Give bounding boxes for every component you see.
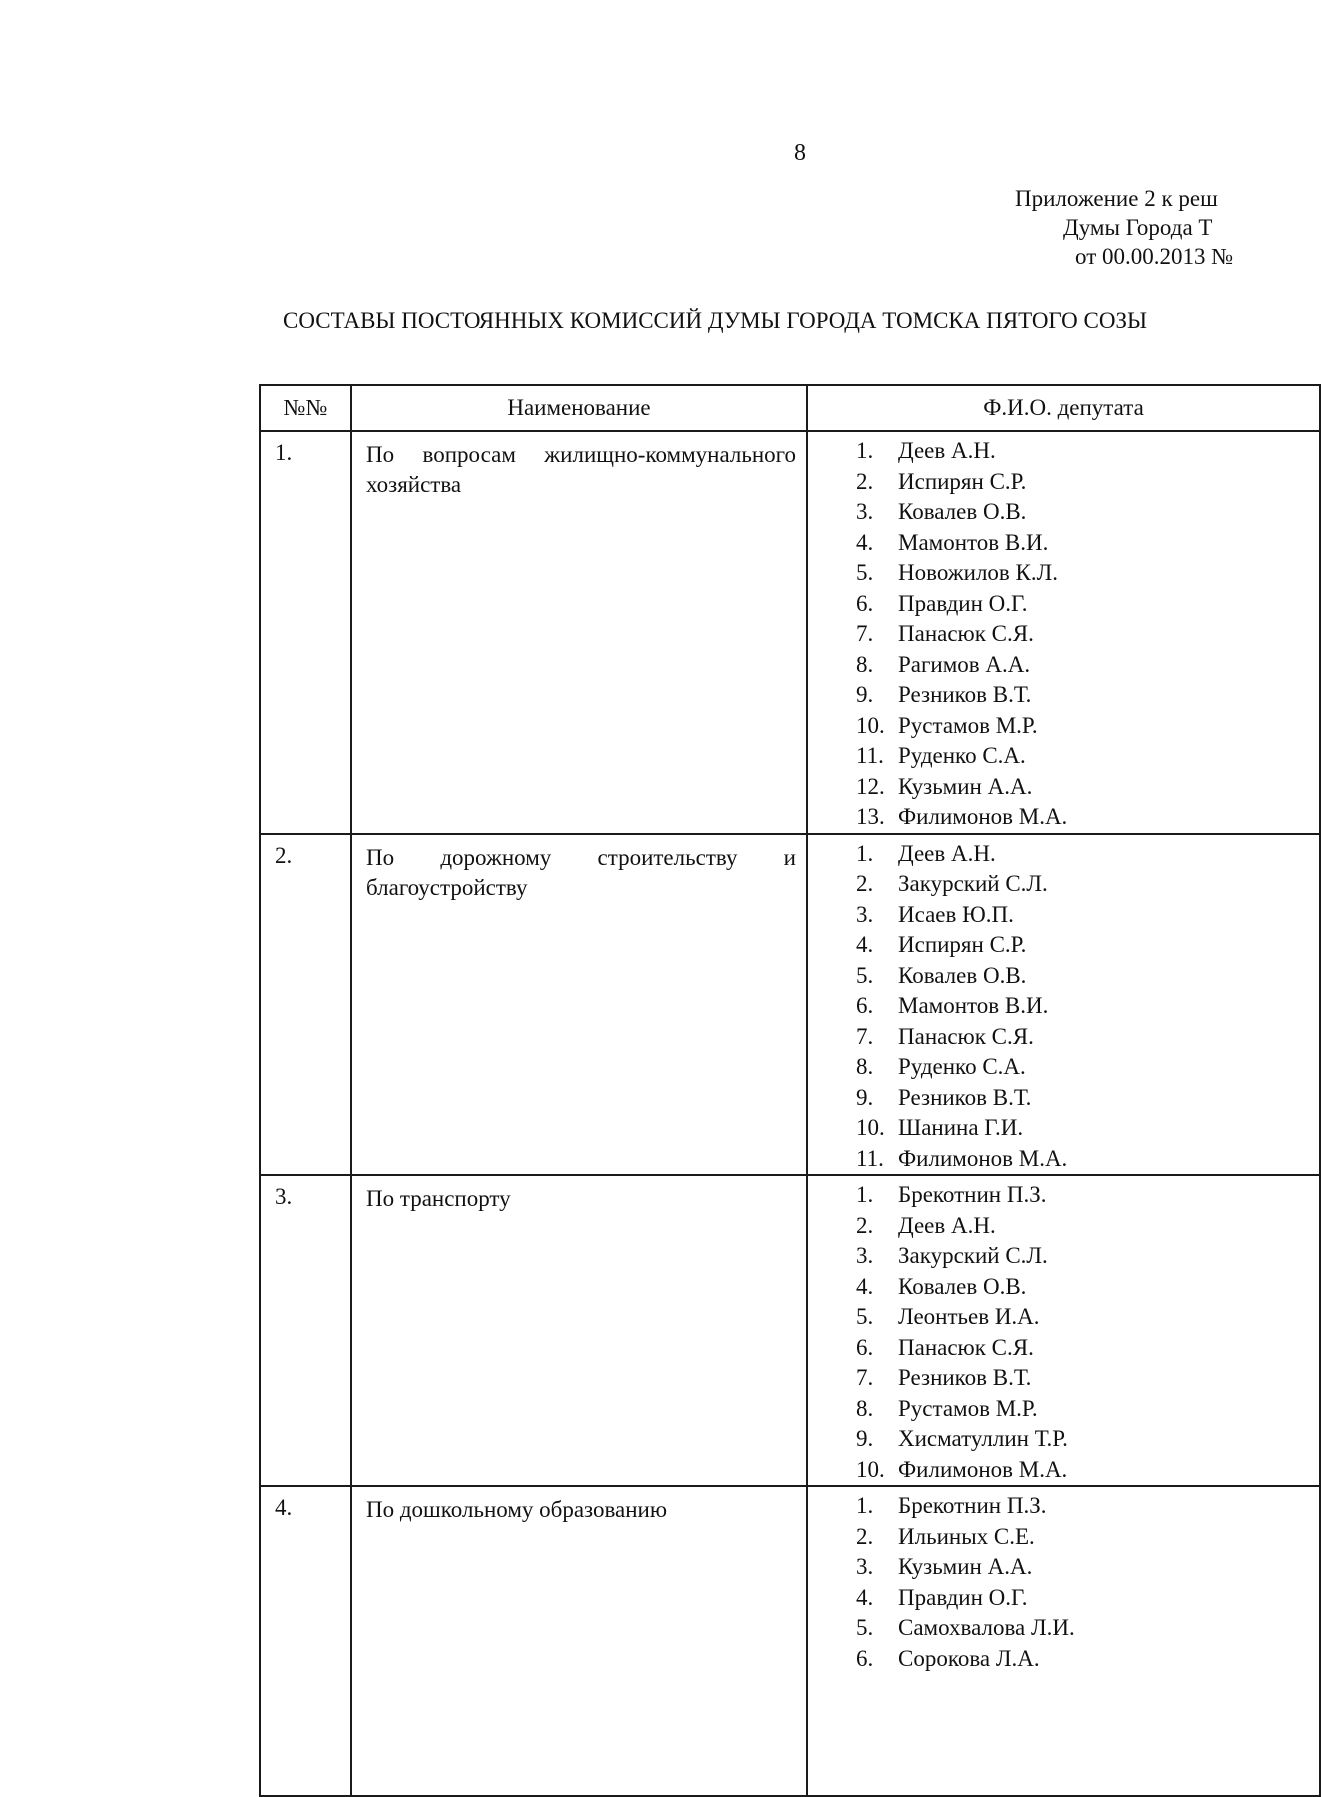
list-item [856,1180,1319,1211]
member-index: 8. [856,1054,874,1079]
list-item [856,619,1319,650]
member-index: 10. [856,712,885,738]
member-index: 4. [856,1273,874,1299]
member-name: Кузьмин А.А. [898,1554,1033,1579]
member-name: Ильиных С.Е. [898,1523,1035,1549]
list-item [856,436,1319,467]
member-name: Самохвалова Л.И. [898,1615,1075,1640]
member-index: 11. [856,743,884,768]
table-body [260,431,1320,1796]
member-name: Филимонов М.А. [898,1456,1068,1482]
member-index: 3. [856,499,874,524]
member-index: 5. [856,962,874,988]
member-index: 3. [856,1243,874,1268]
commission-number: 2. [260,834,351,1176]
list-item [856,1363,1319,1394]
member-index: 7. [856,1023,874,1049]
member-index: 4. [856,932,874,957]
member-index: 4. [856,529,874,555]
member-index: 1. [856,1493,874,1518]
member-name: Руденко С.А. [898,743,1026,768]
member-name: Испирян С.Р. [898,468,1027,494]
table-row [260,1175,1320,1486]
list-item [856,1522,1319,1553]
list-item [856,930,1319,961]
list-item [856,869,1319,900]
list-item [856,1022,1319,1053]
member-index: 3. [856,1554,874,1579]
member-index: 6. [856,1334,874,1360]
commission-members [807,1486,1320,1796]
member-list [856,839,1319,1175]
member-index: 5. [856,1615,874,1640]
member-index: 6. [856,1645,874,1671]
appendix-line-2: Думы Города Т [1063,215,1213,240]
member-name: Брекотнин П.З. [898,1182,1047,1207]
member-index: 9. [856,682,874,707]
member-list [856,1491,1319,1674]
member-name: Филимонов М.А. [898,1145,1068,1171]
list-item [856,558,1319,589]
member-index: 2. [856,1212,874,1238]
table-row [260,1486,1320,1796]
appendix-line-1: Приложение 2 к реш [1015,186,1218,211]
member-name: Панасюк С.Я. [898,1334,1034,1360]
list-item [856,467,1319,498]
member-index: 3. [856,901,874,927]
list-item [856,900,1319,931]
member-index: 13. [856,804,885,829]
member-index: 11. [856,1145,884,1171]
member-name: Панасюк С.Я. [898,621,1034,646]
header-members: Ф.И.О. депутата [807,385,1320,431]
member-name: Рустамов М.Р. [898,1395,1038,1421]
member-index: 10. [856,1115,885,1140]
member-index: 9. [856,1084,874,1110]
list-item [856,1144,1319,1175]
list-item [856,772,1319,803]
list-item [856,1052,1319,1083]
member-name: Закурский С.Л. [898,1243,1048,1268]
member-index: 6. [856,993,874,1018]
member-index: 2. [856,468,874,494]
list-item [856,528,1319,559]
member-index: 8. [856,651,874,677]
member-index: 12. [856,773,885,799]
member-name: Кузьмин А.А. [898,773,1033,799]
member-name: Мамонтов В.И. [898,529,1049,555]
list-item [856,1491,1319,1522]
member-list [856,436,1319,833]
list-item [856,802,1319,833]
member-index: 1. [856,438,874,463]
commission-number: 4. [260,1486,351,1796]
list-item [856,711,1319,742]
commissions-table-container [259,384,1275,1671]
commission-members [807,834,1320,1176]
member-name: Мамонтов В.И. [898,993,1049,1018]
list-item [856,839,1319,870]
list-item [856,1644,1319,1675]
list-item [856,1424,1319,1455]
member-name: Брекотнин П.З. [898,1493,1047,1518]
member-index: 9. [856,1426,874,1451]
list-item [856,589,1319,620]
list-item [856,1613,1319,1644]
commission-name: По транспорту [351,1175,807,1486]
list-item [856,1302,1319,1333]
member-name: Ковалев О.В. [898,962,1027,988]
table-row [260,834,1320,1176]
commission-name: По вопросам жилищно-коммунального хозяйства [351,431,807,834]
list-item [856,1333,1319,1364]
member-index: 2. [856,871,874,896]
list-item [856,1394,1319,1425]
list-item [856,1583,1319,1614]
member-name: Резников В.Т. [898,1365,1032,1390]
commission-members [807,431,1320,834]
member-name: Деев А.Н. [898,1212,996,1238]
member-index: 1. [856,840,874,866]
member-name: Ковалев О.В. [898,499,1027,524]
list-item [856,1083,1319,1114]
list-item [856,497,1319,528]
member-index: 1. [856,1182,874,1207]
member-name: Деев А.Н. [898,840,996,866]
commission-name: По дошкольному образованию [351,1486,807,1796]
member-index: 4. [856,1584,874,1610]
list-item [856,650,1319,681]
member-index: 2. [856,1523,874,1549]
member-name: Деев А.Н. [898,438,996,463]
member-name: Резников В.Т. [898,1084,1032,1110]
header-name: Наименование [351,385,807,431]
list-item [856,1211,1319,1242]
member-index: 5. [856,1304,874,1329]
table-header-row [260,385,1320,431]
member-index: 8. [856,1395,874,1421]
member-name: Руденко С.А. [898,1054,1026,1079]
appendix-reference [1015,184,1275,271]
member-name: Филимонов М.А. [898,804,1068,829]
list-item [856,1241,1319,1272]
member-name: Сорокова Л.А. [898,1645,1040,1671]
page-number: 8 [794,140,806,166]
member-name: Новожилов К.Л. [898,560,1058,585]
member-name: Закурский С.Л. [898,871,1048,896]
member-name: Ковалев О.В. [898,1273,1027,1299]
member-name: Правдин О.Г. [898,1584,1028,1610]
list-item [856,1272,1319,1303]
commissions-table [259,384,1321,1797]
member-index: 5. [856,560,874,585]
table-row [260,431,1320,834]
member-name: Леонтьев И.А. [898,1304,1040,1329]
member-index: 6. [856,590,874,616]
list-item [856,961,1319,992]
member-name: Хисматуллин Т.Р. [898,1426,1068,1451]
list-item [856,1113,1319,1144]
member-name: Исаев Ю.П. [898,901,1014,927]
list-item [856,1455,1319,1486]
member-index: 10. [856,1456,885,1482]
member-name: Панасюк С.Я. [898,1023,1034,1049]
commission-number: 1. [260,431,351,834]
commission-number: 3. [260,1175,351,1486]
document-title: СОСТАВЫ ПОСТОЯННЫХ КОМИССИЙ ДУМЫ ГОРОДА ТОМСКА ПЯТОГО СОЗЫ [283,308,1148,333]
member-name: Рустамов М.Р. [898,712,1038,738]
member-list [856,1180,1319,1485]
member-index: 7. [856,1365,874,1390]
member-name: Рагимов А.А. [898,651,1031,677]
member-name: Резников В.Т. [898,682,1032,707]
member-name: Испирян С.Р. [898,932,1027,957]
member-name: Шанина Г.И. [898,1115,1024,1140]
list-item [856,991,1319,1022]
list-item [856,741,1319,772]
member-index: 7. [856,621,874,646]
list-item [856,1552,1319,1583]
appendix-line-3: от 00.00.2013 № [1075,244,1234,269]
header-number: №№ [260,385,351,431]
commission-members [807,1175,1320,1486]
commission-name: По дорожному строительству и благоустройству [351,834,807,1176]
list-item [856,680,1319,711]
member-name: Правдин О.Г. [898,590,1028,616]
